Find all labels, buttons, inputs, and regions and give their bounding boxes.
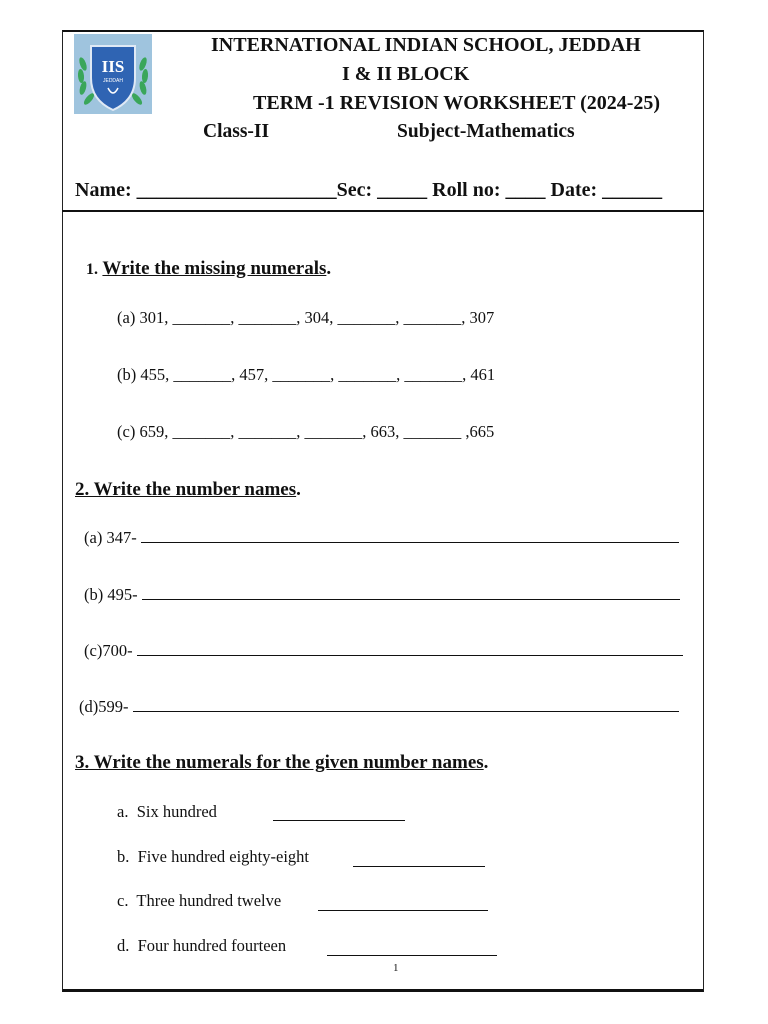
q1-item-b: (b) 455, _______, 457, _______, _______, _______, 461	[117, 365, 496, 384]
worksheet-title: TERM -1 REVISION WORKSHEET (2024-25)	[253, 92, 661, 114]
q1-number: 1.	[86, 261, 98, 278]
q3-item-a-answer-line[interactable]	[273, 806, 405, 821]
q3-item-a-marker: a.	[117, 802, 129, 821]
q1-period: .	[326, 258, 332, 279]
q1-heading	[86, 258, 331, 280]
q3-item-b-text: Five hundred eighty-eight	[137, 847, 310, 866]
q3-item-b-marker: b.	[117, 847, 130, 866]
q3-item-c	[117, 891, 281, 911]
q2-item-a-answer-line[interactable]	[141, 528, 679, 543]
q2-period: .	[296, 479, 301, 500]
q2-item-d-answer-line[interactable]	[133, 697, 679, 712]
school-name: INTERNATIONAL INDIAN SCHOOL, JEDDAH	[211, 34, 641, 56]
q2-item-c-label: (c)700-	[84, 641, 137, 660]
class-label: Class-II	[203, 121, 270, 142]
q2-item-b	[84, 585, 680, 605]
block-title: I & II BLOCK	[342, 63, 470, 85]
q3-item-c-text: Three hundred twelve	[136, 891, 282, 910]
q2-title: 2. Write the number names	[75, 479, 297, 500]
q1-item-a: (a) 301, _______, _______, 304, _______, _______, 307	[117, 308, 495, 327]
q3-item-d-marker: d.	[117, 936, 130, 955]
q2-item-a	[84, 528, 679, 548]
q2-item-b-label: (b) 495-	[84, 585, 142, 604]
q3-item-d-answer-line[interactable]	[327, 941, 497, 956]
q3-item-d	[117, 936, 286, 956]
q3-item-b-answer-line[interactable]	[353, 852, 485, 867]
q3-heading	[75, 752, 488, 774]
q3-item-c-marker: c.	[117, 891, 129, 910]
q1-title: Write the missing numerals	[102, 258, 327, 279]
q3-item-a-text: Six hundred	[136, 802, 217, 821]
header-divider	[62, 210, 704, 212]
q2-item-a-label: (a) 347-	[84, 528, 141, 547]
q3-item-a	[117, 802, 217, 822]
school-logo	[74, 34, 152, 114]
student-fields-line: Name: ____________________Sec: _____ Roll no: ____ Date: ______	[75, 179, 663, 201]
q3-title: 3. Write the numerals for the given number names	[75, 752, 484, 773]
q2-item-c	[84, 641, 683, 661]
q3-item-d-text: Four hundred fourteen	[137, 936, 287, 955]
svg-text:JEDDAH: JEDDAH	[102, 78, 124, 84]
q2-item-d-label: (d)599-	[79, 697, 133, 716]
q2-item-b-answer-line[interactable]	[142, 585, 680, 600]
q3-item-b	[117, 847, 309, 867]
q2-heading	[75, 479, 301, 501]
q1-item-c: (c) 659, _______, _______, _______, 663, _______ ,665	[117, 422, 495, 441]
subject-label: Subject-Mathematics	[397, 121, 575, 142]
q2-item-c-answer-line[interactable]	[137, 641, 683, 656]
q3-period: .	[483, 752, 489, 773]
q2-item-d	[79, 697, 679, 717]
svg-text:IIS: IIS	[101, 57, 125, 76]
q3-item-c-answer-line[interactable]	[318, 896, 488, 911]
page-number: 1	[393, 962, 399, 974]
